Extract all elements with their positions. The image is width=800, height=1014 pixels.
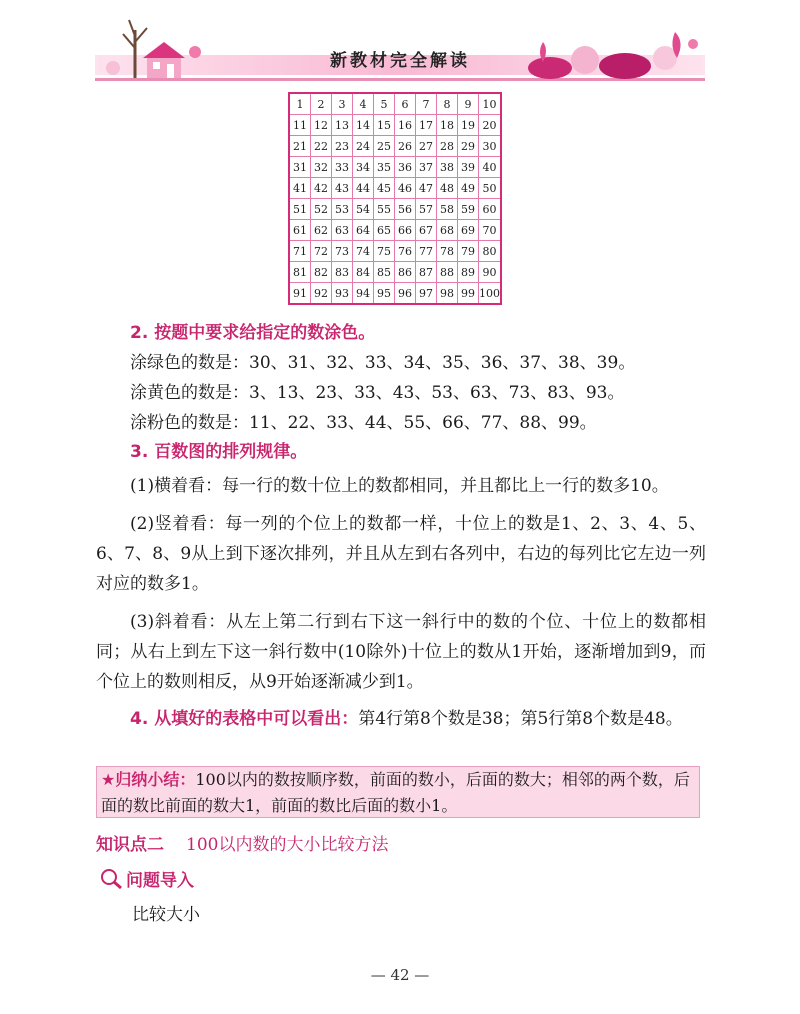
grid-cell: 11 — [289, 115, 311, 136]
section-4-heading: 4. 从填好的表格中可以看出： — [130, 709, 359, 729]
vertical-rule-text: (2)竖着看：每一列的个位上的数都一样，十位上的数是1、2、3、4、5、6、7、8、9从上到下逐次排列，并且从左到右各列中，右边的每列比它左边一列对应的数多1。 — [96, 514, 706, 594]
grid-cell: 71 — [289, 241, 311, 262]
grid-cell: 70 — [479, 220, 502, 241]
section-4-text: 第4行第8个数是38；第5行第8个数是48。 — [358, 709, 683, 729]
grid-cell: 89 — [458, 262, 479, 283]
grid-cell: 68 — [437, 220, 458, 241]
grid-row — [289, 241, 501, 262]
grid-cell: 2 — [311, 93, 332, 115]
grid-cell: 9 — [458, 93, 479, 115]
grid-cell: 39 — [458, 157, 479, 178]
grid-cell: 58 — [437, 199, 458, 220]
page-header — [0, 0, 800, 90]
grid-cell: 1 — [289, 93, 311, 115]
hundred-chart-table — [288, 92, 502, 305]
section-3-heading: 3. 百数图的排列规律。 — [130, 442, 308, 462]
grid-cell: 48 — [437, 178, 458, 199]
grid-cell: 7 — [416, 93, 437, 115]
grid-cell: 52 — [311, 199, 332, 220]
grid-cell: 100 — [479, 283, 502, 305]
grid-cell: 3 — [332, 93, 353, 115]
grid-cell: 86 — [395, 262, 416, 283]
grid-row — [289, 199, 501, 220]
green-numbers: 涂绿色的数是：30、31、32、33、34、35、36、37、38、39。 — [130, 353, 636, 373]
grid-cell: 56 — [395, 199, 416, 220]
grid-cell: 38 — [437, 157, 458, 178]
grid-cell: 41 — [289, 178, 311, 199]
grid-cell: 75 — [374, 241, 395, 262]
grid-cell: 93 — [332, 283, 353, 305]
grid-cell: 97 — [416, 283, 437, 305]
grid-cell: 55 — [374, 199, 395, 220]
grid-cell: 33 — [332, 157, 353, 178]
magnifier-icon — [100, 868, 124, 890]
grid-cell: 40 — [479, 157, 502, 178]
grid-cell: 83 — [332, 262, 353, 283]
grid-cell: 35 — [374, 157, 395, 178]
grid-cell: 64 — [353, 220, 374, 241]
yellow-numbers: 涂黄色的数是：3、13、23、33、43、53、63、73、83、93。 — [130, 383, 625, 403]
grid-cell: 18 — [437, 115, 458, 136]
section-2-heading: 2. 按题中要求给指定的数涂色。 — [130, 323, 376, 343]
summary-text: 100以内的数按顺序数，前面的数小，后面的数大；相邻的两个数，后面的数比前面的数大1，前面的数比后面的数小1。 — [101, 770, 690, 815]
grid-cell: 30 — [479, 136, 502, 157]
summary-label: ★归纳小结： — [101, 770, 196, 789]
grid-cell: 50 — [479, 178, 502, 199]
grid-cell: 60 — [479, 199, 502, 220]
grid-cell: 66 — [395, 220, 416, 241]
grid-cell: 90 — [479, 262, 502, 283]
grid-cell: 20 — [479, 115, 502, 136]
grid-cell: 57 — [416, 199, 437, 220]
grid-cell: 67 — [416, 220, 437, 241]
grid-cell: 65 — [374, 220, 395, 241]
grid-cell: 80 — [479, 241, 502, 262]
grid-cell: 54 — [353, 199, 374, 220]
grid-cell: 21 — [289, 136, 311, 157]
question-intro-label: 问题导入 — [126, 871, 194, 891]
grid-cell: 84 — [353, 262, 374, 283]
grid-cell: 99 — [458, 283, 479, 305]
grid-row — [289, 93, 501, 115]
header-title: 新教材完全解读 — [330, 51, 470, 71]
grid-cell: 46 — [395, 178, 416, 199]
grid-row — [289, 262, 501, 283]
grid-cell: 26 — [395, 136, 416, 157]
diagonal-rule-text: (3)斜着看：从左上第二行到右下这一斜行中的数的个位、十位上的数都相同；从右上到左下这一斜行数中(10除外)十位上的数从1开始，逐渐增加到9，而个位上的数则相反，从9开始逐渐减少到1。 — [96, 612, 706, 692]
grid-cell: 51 — [289, 199, 311, 220]
grid-cell: 23 — [332, 136, 353, 157]
grid-cell: 6 — [395, 93, 416, 115]
grid-cell: 62 — [311, 220, 332, 241]
grid-row — [289, 157, 501, 178]
grid-row — [289, 115, 501, 136]
grid-cell: 72 — [311, 241, 332, 262]
section-4-paragraph — [96, 704, 706, 734]
grid-cell: 81 — [289, 262, 311, 283]
section-2 — [96, 318, 706, 438]
grid-row — [289, 178, 501, 199]
grid-cell: 85 — [374, 262, 395, 283]
grid-cell: 31 — [289, 157, 311, 178]
grid-cell: 94 — [353, 283, 374, 305]
knowledge-point-heading — [96, 830, 388, 855]
grid-cell: 44 — [353, 178, 374, 199]
grid-cell: 95 — [374, 283, 395, 305]
grid-cell: 32 — [311, 157, 332, 178]
grid-cell: 16 — [395, 115, 416, 136]
grid-cell: 14 — [353, 115, 374, 136]
pink-numbers: 涂粉色的数是：11、22、33、44、55、66、77、88、99。 — [130, 413, 597, 433]
grid-cell: 12 — [311, 115, 332, 136]
grid-cell: 73 — [332, 241, 353, 262]
grid-cell: 37 — [416, 157, 437, 178]
knowledge-point-title: 100以内数的大小比较方法 — [186, 835, 389, 855]
grid-cell: 96 — [395, 283, 416, 305]
grid-cell: 92 — [311, 283, 332, 305]
grid-cell: 8 — [437, 93, 458, 115]
grid-cell: 49 — [458, 178, 479, 199]
grid-cell: 69 — [458, 220, 479, 241]
grid-cell: 29 — [458, 136, 479, 157]
grid-cell: 5 — [374, 93, 395, 115]
grid-cell: 27 — [416, 136, 437, 157]
grid-cell: 59 — [458, 199, 479, 220]
grid-cell: 77 — [416, 241, 437, 262]
grid-cell: 13 — [332, 115, 353, 136]
grid-cell: 63 — [332, 220, 353, 241]
grid-cell: 36 — [395, 157, 416, 178]
grid-cell: 91 — [289, 283, 311, 305]
grid-cell: 78 — [437, 241, 458, 262]
grid-cell: 45 — [374, 178, 395, 199]
grid-cell: 47 — [416, 178, 437, 199]
grid-cell: 74 — [353, 241, 374, 262]
grid-cell: 42 — [311, 178, 332, 199]
grid-cell: 15 — [374, 115, 395, 136]
grid-cell: 87 — [416, 262, 437, 283]
grid-cell: 22 — [311, 136, 332, 157]
grid-cell: 61 — [289, 220, 311, 241]
compare-title: 比较大小 — [132, 905, 200, 925]
grid-cell: 98 — [437, 283, 458, 305]
grid-cell: 25 — [374, 136, 395, 157]
grid-cell: 88 — [437, 262, 458, 283]
grid-cell: 79 — [458, 241, 479, 262]
grid-cell: 76 — [395, 241, 416, 262]
grid-cell: 19 — [458, 115, 479, 136]
grid-row — [289, 283, 501, 305]
grid-cell: 17 — [416, 115, 437, 136]
grid-cell: 4 — [353, 93, 374, 115]
knowledge-point-label: 知识点二 — [96, 835, 164, 855]
grid-cell: 24 — [353, 136, 374, 157]
hundred-chart — [288, 92, 502, 305]
section-4 — [96, 704, 706, 734]
grid-row — [289, 220, 501, 241]
grid-cell: 53 — [332, 199, 353, 220]
section-3 — [96, 437, 706, 697]
summary-box — [96, 766, 700, 818]
grid-cell: 82 — [311, 262, 332, 283]
grid-cell: 28 — [437, 136, 458, 157]
horizontal-rule-text: (1)横着看：每一行的数十位上的数都相同，并且都比上一行的数多10。 — [130, 476, 669, 496]
grid-cell: 43 — [332, 178, 353, 199]
page-number: — 42 — — [370, 966, 430, 984]
grid-row — [289, 136, 501, 157]
grid-cell: 34 — [353, 157, 374, 178]
grid-cell: 10 — [479, 93, 502, 115]
